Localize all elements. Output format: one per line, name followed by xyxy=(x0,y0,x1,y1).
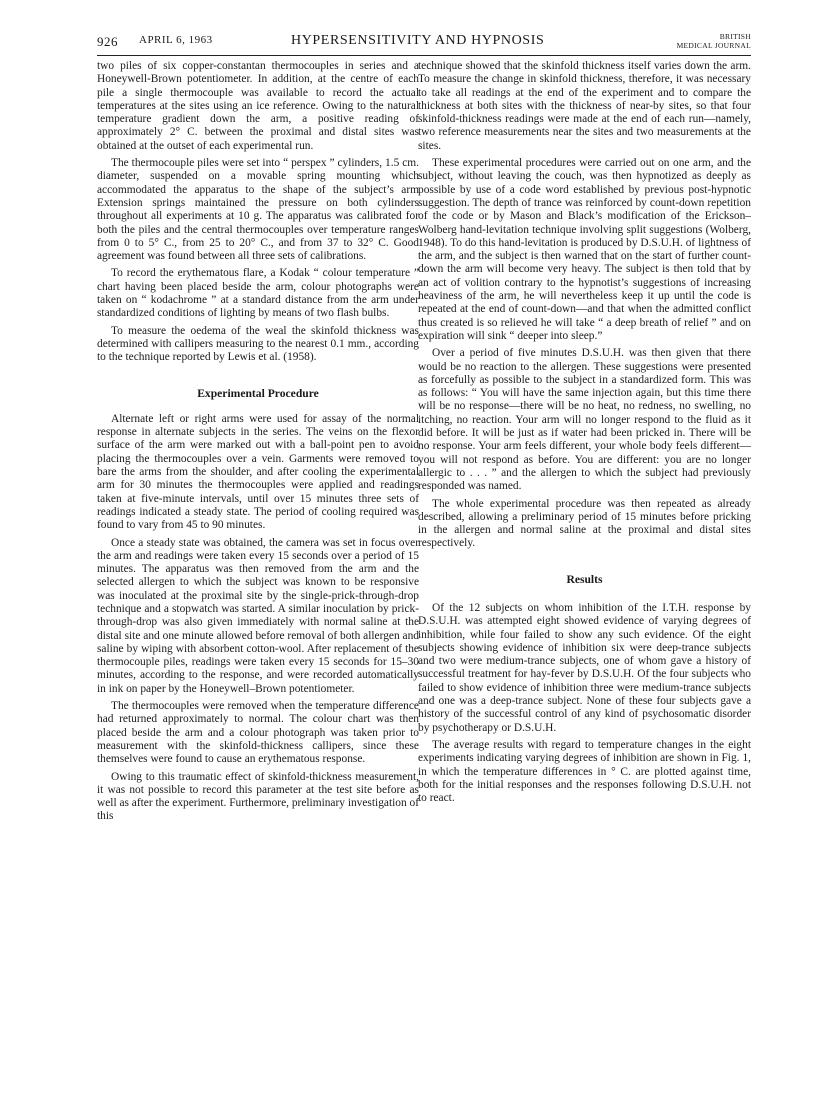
paragraph: To record the erythematous flare, a Kodak “ colour temperature ” chart having been placed beside the arm, colour photographs were taken on “ kodachrome ” at a standard distance from the arm under standardized conditions of lighting by means of two flash bulbs. xyxy=(97,267,419,320)
paragraph: two piles of six copper-constantan thermocouples in series and a Honeywell-Brown potentiometer. In addition, at the centre of each pile a single thermocouple was available to record the actual temperatures at the sites using an ice reference. Owing to the natural temperature gradient down the arm, a positive reading of approximately 2° C. between the proximal and distal sites was obtained at the outset of each experimental run. xyxy=(97,60,419,152)
paragraph: The average results with regard to temperature changes in the eight experiments indicating varying degrees of inhibition are shown in Fig. 1, in which the temperature differences in ° C. are plotted against time, both for the initial responses and the responses following D.S.U.H. not to react. xyxy=(418,738,751,805)
running-header xyxy=(97,34,751,54)
section-heading: Results xyxy=(566,572,603,586)
paragraph: technique showed that the skinfold thickness itself varies down the arm. To measure the change in skinfold thickness, therefore, it was necessary to take all readings at the end of the experiment and to compare the thickness at both sites with the thickness of near-by sites, so that four skinfold-thickness readings were made at the end of each run—namely, two reference measurements near the sites and two measurements at the sites. xyxy=(418,60,751,152)
paragraph: Of the 12 subjects on whom inhibition of the I.T.H. response by D.S.U.H. was attempted eight showed evidence of varying degrees of inhibition, while four failed to show any such evidence. Of the eight subjects showing evidence of inhibition six were deep-trance subjects and two were medium-trance subjects, one of whom gave a history of successful treatment for hay-fever by D.S.U.H. Of the four subjects who failed to show evidence of inhibition three were medium-trance subjects and one was a deep-trance subject. None of these four subjects gave a history of the successful control of any kind of psychosomatic disorder by psychotherapy or D.S.U.H. xyxy=(418,601,751,734)
paragraph: Once a steady state was obtained, the camera was set in focus over the arm and readings were taken every 15 seconds over a period of 15 minutes. The apparatus was then removed from the arm and the selected allergen to which the subject was known to be responsive was inoculated at the proximal site by the single-prick-through-drop technique and a stopwatch was started. A similar inoculation by prick-through-drop was also given immediately with normal saline at the distal site and one minute allowed before removal of both allergen and saline by wiping with absorbent cotton-wool. After replacement of the thermocouple piles, readings were taken every 15 seconds for 15–30 minutes, according to the response, and were recorded automatically in ink on paper by the Honeywell–Brown potentiometer. xyxy=(97,536,419,695)
paragraph: Alternate left or right arms were used for assay of the normal response in alternate subjects in the series. The veins on the flexor surface of the arm were marked out with a ball-point pen to avoid placing the thermocouples over a vein. Garments were removed to bare the arms from the shoulder, and after cooling the experimental arm for 30 minutes the thermocouples were applied and readings taken at five-minute intervals, until over 15 minutes three sets of readings indicated a steady state. The period of cooling required was found to vary from 45 to 90 minutes. xyxy=(97,412,419,532)
header-rule xyxy=(97,55,751,56)
paragraph: Over a period of five minutes D.S.U.H. was then given that there would be no reaction to the allergen. These suggestions were presented as forcefully as possible to the subject in a standardized form. This was as follows: “ You will have the same injection again, but this time there will be no response—there will be no heat, no redness, no swelling, no itching, no reaction. Your arm will no longer respond to the fluid as it did before. It will be just as if water had been pricked in. There will be no response. Your arm feels different, your whole body feels different—you will not respond as before. You are different: you are no longer allergic to . . . ” and the allergen to which the subject had previously responded was named. xyxy=(418,347,751,493)
paragraph: The thermocouple piles were set into “ perspex ” cylinders, 1.5 cm. diameter, suspended on a movable spring mounting which accommodated the apparatus to the shape of the subject’s arm Extension springs maintained the pressure on both cylinders throughout all experiments at 10 g. The apparatus was calibrated for both the piles and the central thermocouples over temperature ranges from 0 to 5° C., from 25 to 20° C., and from 37 to 32° C. Good agreement was found between all three sets of calibrations. xyxy=(97,157,419,263)
running-title: HYPERSENSITIVITY AND HYPNOSIS xyxy=(291,33,545,48)
paragraph: Owing to this traumatic effect of skinfold-thickness measurement, it was not possible to record this parameter at the test site before as well as after the experiment. Furthermore, preliminary investigation of this xyxy=(97,770,419,823)
paragraph: The whole experimental procedure was then repeated as already described, allowing a preliminary period of 15 minutes before pricking in the allergen and normal saline at the proximal and distal sites respectively. xyxy=(418,497,751,550)
journal-name xyxy=(677,32,751,50)
journal-name-line1: BRITISH xyxy=(719,32,751,41)
right-column xyxy=(418,60,751,809)
paragraph: To measure the oedema of the weal the skinfold thickness was determined with callipers measuring to the nearest 0.1 mm., according to the technique reported by Lewis et al. (1958). xyxy=(97,324,419,364)
left-column xyxy=(97,60,419,828)
section-heading: Experimental Procedure xyxy=(197,386,319,400)
issue-date: APRIL 6, 1963 xyxy=(139,34,213,46)
journal-name-line2: MEDICAL JOURNAL xyxy=(676,41,751,50)
paragraph: The thermocouples were removed when the temperature difference had returned approximately to normal. The colour chart was then placed beside the arm and a colour photograph was taken prior to measurement with the skinfold-thickness callipers, since these themselves were found to cause an erythematous response. xyxy=(97,700,419,766)
paragraph: These experimental procedures were carried out on one arm, and the subject, without leaving the couch, was then hypnotized as deeply as possible by use of a code word established by previous post-hypnotic suggestion. The depth of trance was reinforced by count-down repetition of the code or by Mason and Black’s modification of the Erickson–Wolberg hand-levitation technique involving split suggestions (Wolberg, 1948). To do this hand-levitation is produced by D.S.U.H. of lightness of the arm, and the subject is then warned that on the start of further count-down the arm will become very heavy. The subject is then told that by an act of volition contrary to the hypnotist’s suggestions of increasing heaviness of the arm, he will nevertheless keep it up until the code is repeated at the end of count-down—and that when the admitted conflict thus created is so relieved he will take “ a deep breath of relief ” and on expiration will sink “ deeper into sleep.” xyxy=(418,157,751,342)
page-number: 926 xyxy=(97,34,118,49)
